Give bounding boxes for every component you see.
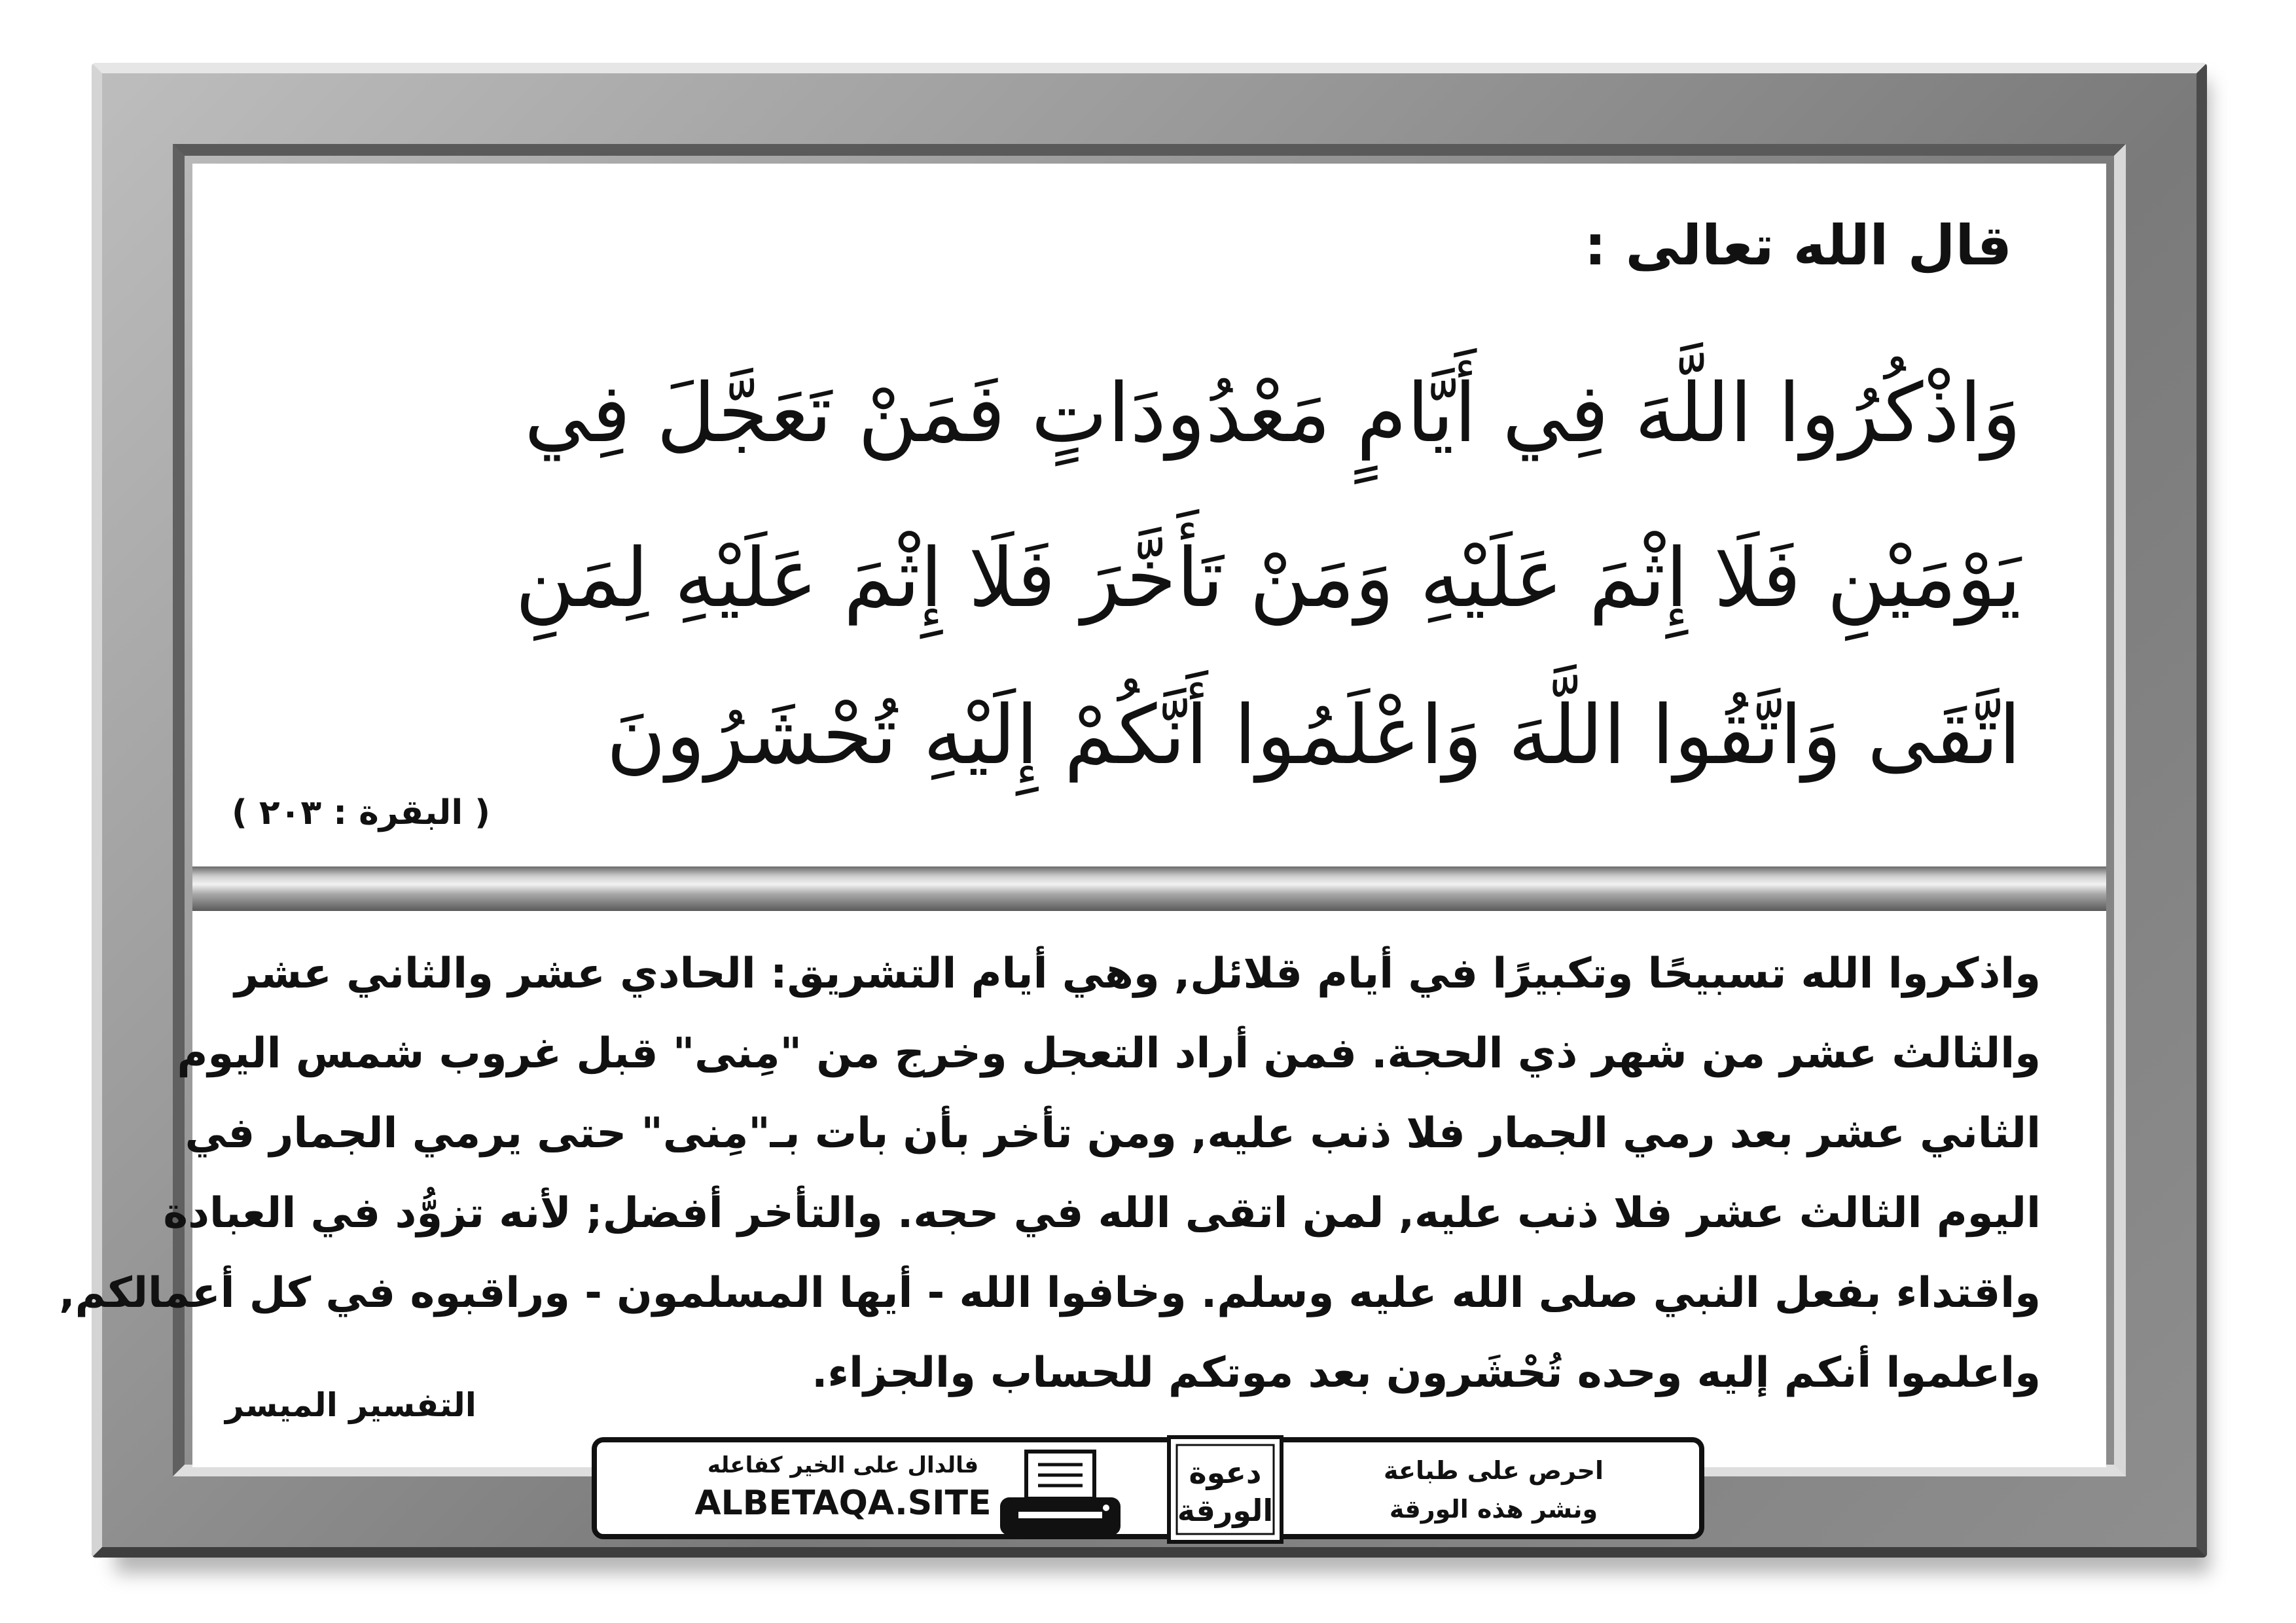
tafsir-line-4: اليوم الثالث عشر فلا ذنب عليه, لمن اتقى الله في حجه. والتأخر أفضل; لأنه تزوُّد في العبادة [163, 1189, 2041, 1238]
print-note-line-2: ونشر هذه الورقة [1389, 1494, 1598, 1524]
tafsir-source: التفسير الميسر [225, 1386, 476, 1424]
tafsir-line-3: الثاني عشر بعد رمي الجمار فلا ذنب عليه, ومن تأخر بأن بات بـ"مِنى" حتى يرمي الجمار في [185, 1109, 2041, 1158]
calligraphy-logo [1166, 1435, 1284, 1544]
footer-site-block [660, 1448, 1026, 1524]
logo-line-2: الورقة [1177, 1493, 1274, 1528]
tafsir-line-6: واعلموا أنكم إليه وحده تُحْشَرون بعد موتكم للحساب والجزاء. [812, 1349, 2041, 1397]
verse-reference: ( البقرة : ٢٠٣ ) [232, 793, 491, 832]
logo-line-1: دعوة [1189, 1455, 1262, 1490]
verse-intro: قال الله تعالى : [1584, 213, 2012, 277]
print-note [1317, 1452, 1670, 1529]
tafsir-line-5: واقتداء بفعل النبي صلى الله عليه وسلم. وخافوا الله - أيها المسلمون - وراقبوه في كل أعمالكم, [59, 1269, 2041, 1317]
tafsir-line-2: والثالث عشر من شهر ذي الحجة. فمن أراد التعجل وخرج من "مِنى" قبل غروب شمس اليوم [177, 1029, 2041, 1078]
verse-line-3: اتَّقَى وَاتَّقُوا اللَّهَ وَاعْلَمُوا أَنَّكُمْ إِلَيْهِ تُحْشَرُونَ [606, 688, 2021, 783]
tafsir-line-1: واذكروا الله تسبيحًا وتكبيرًا في أيام قلائل, وهي أيام التشريق: الحادي عشر والثاني عشر [234, 950, 2041, 998]
tafsir-panel [59, 911, 2106, 1467]
footer-banner [592, 1437, 1704, 1539]
footer-site-link[interactable]: ALBETAQA.SITE [694, 1484, 992, 1524]
verse-panel [192, 164, 2106, 866]
verse-line-1: وَاذْكُرُوا اللَّهَ فِي أَيَّامٍ مَعْدُودَاتٍ فَمَنْ تَعَجَّلَ فِي [524, 366, 2021, 461]
verse-line-2: يَوْمَيْنِ فَلَا إِثْمَ عَلَيْهِ وَمَنْ تَأَخَّرَ فَلَا إِثْمَ عَلَيْهِ لِمَنِ [515, 531, 2021, 626]
printer-icon [995, 1449, 1126, 1541]
panel-divider [192, 866, 2106, 911]
footer-tagline: فالدال على الخير كفاعله [707, 1452, 979, 1478]
print-note-line-1: احرص على طباعة [1383, 1456, 1604, 1485]
